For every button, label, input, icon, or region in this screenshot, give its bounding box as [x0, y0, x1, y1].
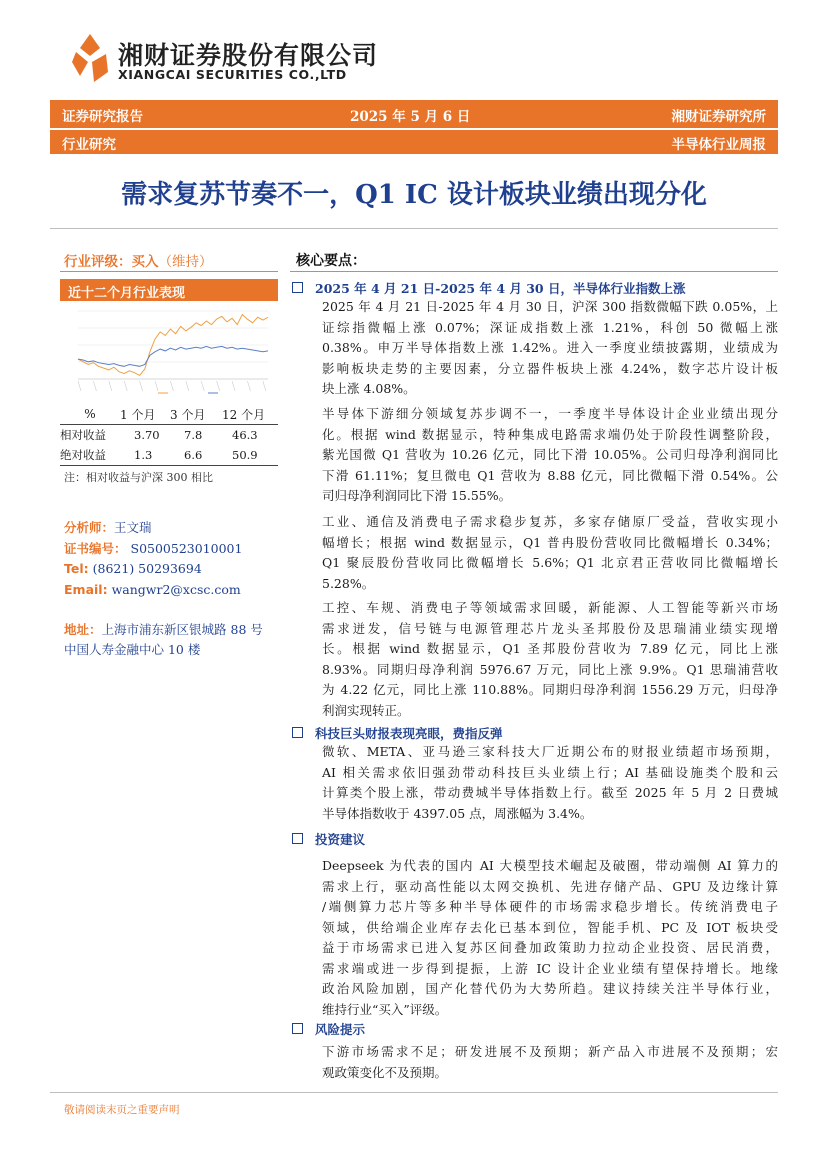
cert-label: 证书编号： [64, 540, 127, 556]
report-category: 行业研究 [62, 137, 116, 153]
footer-disclaimer: 敬请阅读末页之重要声明 [64, 1104, 180, 1116]
x-tick [201, 381, 204, 391]
table-cell: 46.3 [232, 428, 258, 442]
section-paragraph: 2025 年 4 月 21 日-2025 年 4 月 30 日，沪深 300 指数微幅下跌 0.05%，上 证综指微幅上涨 0.07%；深证成指数上涨 1.21%，科创 50 微幅上涨 0.38%。申万半导体指数上涨 1.42%。进入一季度业绩披露期，业绩成为 影响板块走势的主要因素，分立器件板块上涨 4.24%，数字芯片设计板 块上涨 4.08%。 [322, 299, 778, 396]
address-label: 地址： [64, 622, 102, 637]
section-paragraph: 半导体下游细分领域复苏步调不一，一季度半导体设计企业业绩出现分 化。根据 wind 数据显示，特种集成电路需求端仍处于阶段性调整阶段， 紫光国微 Q1 营收为 10.26 亿元，同比下滑 10.05%。公司归母净利润同比 下滑 61.11%；复旦微电 Q1 营收为 8.88 亿元，同比微幅下滑 0.54%。公 司归母净利润同比下滑 15.55%。 [322, 406, 778, 503]
series-line-2 [78, 346, 268, 366]
address-line: 中国人寿金融中心 10 楼 [64, 642, 201, 657]
report-type: 证券研究报告 [62, 109, 143, 125]
address-line: 上海市浦东新区银城路 88 号 [101, 622, 263, 637]
table-cell: 绝对收益 [60, 445, 120, 466]
section-paragraph: Deepseek 为代表的国内 AI 大模型技术崛起及破圈，带动端侧 AI 算力的 需求上行，驱动高性能以太网交换机、先进存储产品、GPU 及边缘计算 /端侧算力芯片等多种半导体硬件的市场需求稳步增长。传统消费电子 领域，供给端企业库存去化已基本到位，智能手机、PC 及 IOT 板块受 益于市场需求已进入复苏区间叠加政策助力拉动企业投资、居民消费， 需求端或进一步得到提振，上游 IC 设计企业业绩有望保持增长。地缘 政治风险加剧，国产化替代仍为大势所趋。建议持续关注半导体行业， 维持行业“买入”评级。 [322, 858, 778, 1017]
company-name-cn: 湘财证券股份有限公司 [118, 41, 379, 70]
report-title: 需求复苏节奏不一，Q1 IC 设计板块业绩出现分化 [121, 180, 707, 210]
address-info [64, 620, 263, 660]
x-tick [155, 381, 158, 391]
table-row [60, 425, 278, 446]
core-points-title: 核心要点： [296, 253, 366, 269]
table-row [60, 445, 278, 466]
analyst-name: 王文瑞 [114, 520, 152, 535]
table-cell: 3.70 [134, 428, 160, 442]
title-divider [50, 228, 778, 229]
x-tick [140, 381, 143, 391]
company-name-en: XIANGCAI SECURITIES CO.,LTD [118, 67, 347, 82]
analyst-info [64, 518, 242, 600]
section-title: 风险提示 [292, 1020, 365, 1038]
x-tick [124, 381, 127, 391]
section-paragraph: 工业、通信及消费电子需求稳步复苏，多家存储原厂受益，营收实现小 幅增长；根据 wind 数据显示，Q1 普冉股份营收同比微幅增长 0.34%； Q1 聚辰股份营收同比微幅增长 5.6%；Q1 北京君正营收同比微幅增长 5.28%。 [322, 514, 778, 591]
x-tick [263, 381, 266, 391]
x-tick [78, 381, 81, 391]
industry-rating [64, 250, 213, 270]
email-address: wangwr2@xcsc.com [111, 581, 241, 597]
x-tick [232, 381, 235, 391]
section-title: 2025 年 4 月 21 日-2025 年 4 月 30 日，半导体行业指数上涨 [292, 279, 685, 297]
checkbox-icon [292, 1023, 303, 1034]
x-tick [217, 381, 220, 391]
table-header-cell: 1 个月 [120, 404, 170, 425]
rating-divider [60, 271, 278, 272]
report-series: 半导体行业周报 [671, 137, 766, 153]
section-paragraph: 工控、车规、消费电子等领域需求回暖，新能源、人工智能等新兴市场 需求迸发，信号链与电源管理芯片龙头圣邦股份及思瑞浦业绩实现增 长。根据 wind 数据显示，Q1 圣邦股份营收为 7.89 亿元，同比上涨 8.93%。同期归母净利润 5976.67 万元，同比上涨 9.9%。Q1 思瑞浦营收 为 4.22 亿元，同比上涨 110.88%。同期归母净利润 1556.29 万元，归母净 利润实现转正。 [322, 600, 778, 718]
table-header-cell: 12 个月 [222, 404, 278, 425]
company-logo [70, 32, 110, 88]
table-cell: 相对收益 [60, 428, 106, 442]
table-cell: 6.6 [170, 445, 222, 466]
checkbox-icon [292, 727, 303, 738]
cert-number: S0500523010001 [130, 540, 243, 556]
x-tick [247, 381, 250, 391]
table-cell: 7.8 [184, 428, 203, 442]
section-paragraph: 下游市场需求不足；研发进展不及预期；新产品入市进展不及预期；宏 观政策变化不及预期。 [322, 1044, 778, 1080]
header-bar-top [50, 100, 778, 128]
rating-label: 行业评级：买入 [64, 254, 159, 270]
table-header-cell: % [60, 404, 120, 425]
performance-table [60, 404, 278, 466]
table-header-cell: 3 个月 [170, 404, 222, 425]
tel-label: Tel: [64, 561, 89, 576]
section-title: 科技巨头财报表现亮眼，费指反弹 [292, 724, 503, 742]
table-cell: 1.3 [120, 445, 170, 466]
section-paragraph: 微软、META、亚马逊三家科技大厂近期公布的财报业绩超市场预期， AI 相关需求依旧强劲带动科技巨头业绩上行；AI 基础设施类个股和云 计算类个股上涨，带动费城半导体指数上行。截至 2025 年 5 月 2 日费城 半导体指数收于 4397.05 点，周涨幅为 3.4%。 [322, 744, 778, 821]
analyst-name-label: 分析师： [64, 520, 115, 535]
x-tick [170, 381, 173, 391]
performance-chart [62, 305, 276, 397]
x-tick [93, 381, 96, 391]
table-cell: 50.9 [222, 445, 278, 466]
rating-keep: （维持） [158, 254, 213, 270]
tel-number: (8621) 50293694 [92, 561, 202, 576]
table-header-row [60, 404, 278, 425]
performance-header [60, 279, 278, 301]
footer-divider [50, 1092, 778, 1093]
report-date: 2025 年 5 月 6 日 [350, 109, 471, 125]
section-title: 投资建议 [292, 830, 365, 848]
x-tick [186, 381, 189, 391]
email-label: Email: [64, 581, 108, 597]
table-note: 注：相对收益与沪深 300 相比 [64, 471, 213, 484]
institute-name: 湘财证券研究所 [671, 109, 766, 125]
checkbox-icon [292, 282, 303, 293]
performance-title: 近十二个月行业表现 [68, 286, 186, 301]
header-bar-bottom [50, 130, 778, 154]
core-divider [290, 271, 778, 272]
x-tick [109, 381, 112, 391]
checkbox-icon [292, 833, 303, 844]
